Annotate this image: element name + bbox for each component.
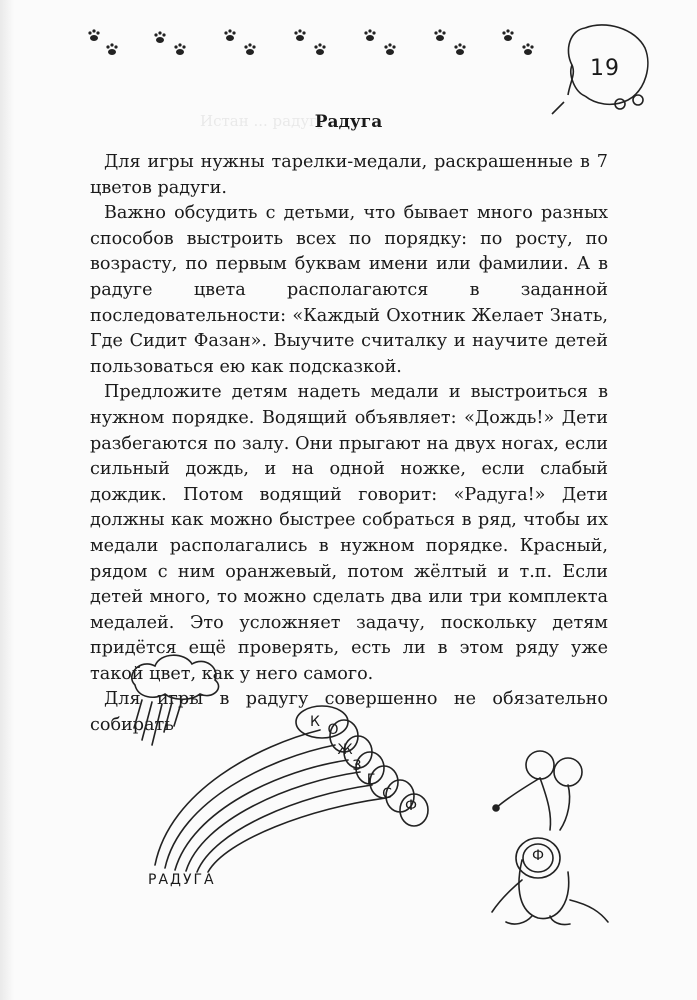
mouse-with-medal-icon [492, 751, 608, 925]
coin-letter: Ф [404, 798, 418, 814]
paragraph: Важно обсудить с детьми, что бывает много разных способов выстроить всех по порядку: по росту, по возрасту, по первым буквам имени или фамилии. А в радуге цвета располагаются в заданной последовательности: «Каждый Охотник Желает Знать, Где Сидит Фазан». Выучите считалку и научите детей пользоваться ею как подсказкой. [90, 203, 608, 377]
coin-letter: Г [366, 772, 376, 788]
coin-letter: З [352, 758, 362, 774]
coin-letter: Ж [337, 742, 353, 758]
paragraph: Для игры в радугу совершенно не обязательно собирать [90, 689, 608, 736]
page-edge-shadow [0, 0, 14, 1000]
coin-letter: С [382, 786, 392, 802]
rainbow-caption: РАДУГА [148, 872, 216, 888]
bleed-through-text: Истан ... радугу [200, 112, 326, 130]
coin-letter: О [327, 722, 339, 738]
mouse-medal-letter: Ф [531, 848, 545, 864]
paw-prints-decoration [78, 22, 548, 62]
paragraph: Для игры нужны тарелки-медали, раскрашенные в 7 цветов радуги. [90, 152, 608, 198]
section-title: Радуга [314, 112, 383, 132]
paw-prints-icon [78, 22, 548, 62]
rain-icon [134, 700, 182, 745]
cloud-icon [132, 655, 219, 699]
rainbow-illustration [120, 650, 620, 940]
page-number: 19 [590, 56, 620, 81]
coin-letter: К [310, 714, 320, 730]
paragraph: Предложите детям надеть медали и выстроиться в нужном порядке. Водящий объявляет: «Дождь!» Дети разбегаются по залу. Они прыгают на двух ногах, если сильный дождь, и на одной ножке, если слабый дождик. Потом водящий говорит: «Радуга!» Дети должны как можно быстрее собраться в ряд, чтобы их медали располагались в нужном порядке. Красный, рядом с ним оранжевый, потом жёлтый и т.п. Если детей много, то можно сделать два или три комплекта медалей. Это усложняет задачу, поскольку детям придётся ещё проверять, есть ли в этом ряду уже такой цвет, как у него самого. [90, 382, 608, 684]
